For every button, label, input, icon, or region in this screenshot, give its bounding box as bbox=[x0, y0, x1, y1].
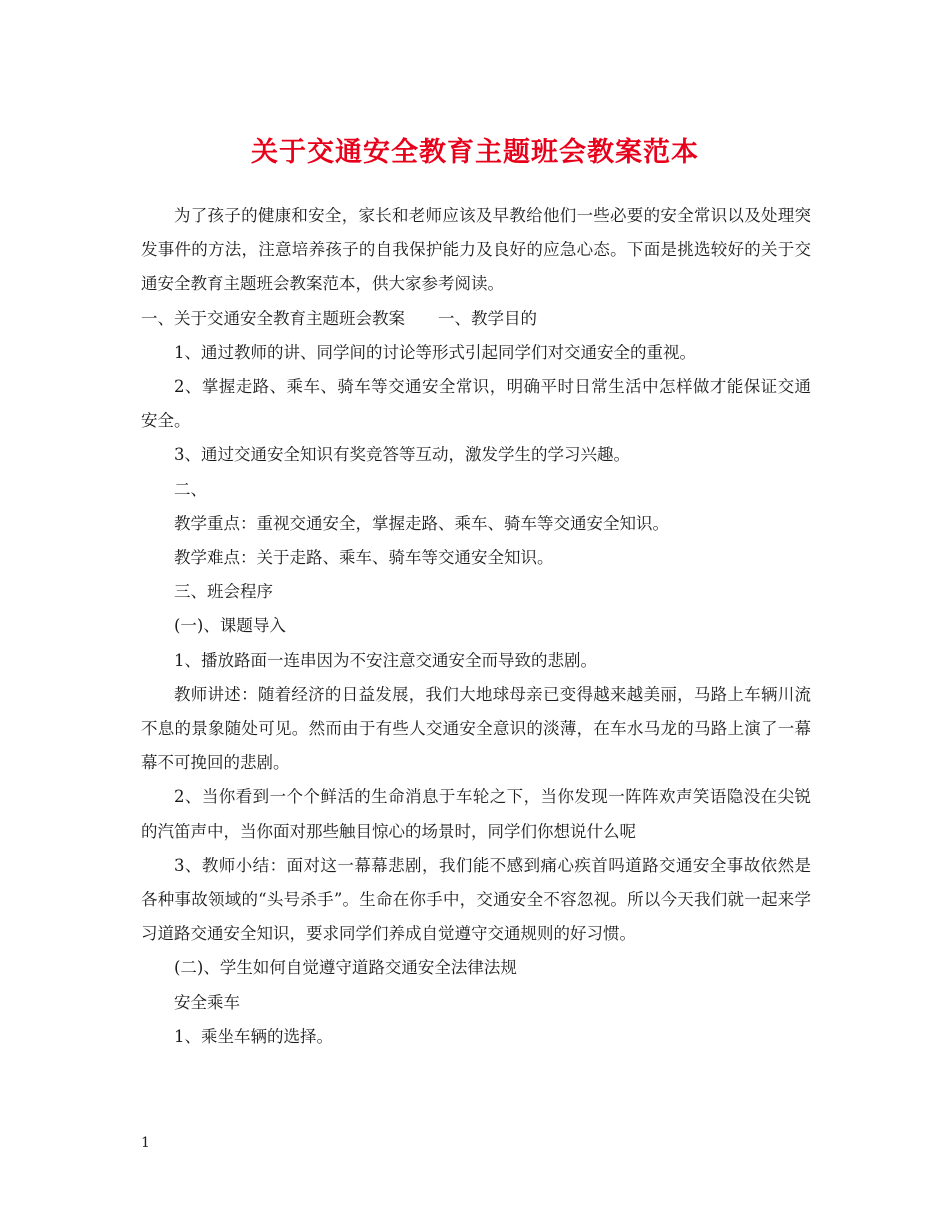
paragraph: 3、通过交通安全知识有奖竞答等互动，激发学生的学习兴趣。 bbox=[174, 445, 630, 465]
paragraph: 二、 bbox=[174, 479, 207, 499]
paragraph: (二)、学生如何自觉遵守道路交通安全法律法规 bbox=[174, 958, 517, 978]
paragraph: 3、教师小结：面对这一幕幕悲剧，我们能不感到痛心疾首吗道路交通安全事故依然是各种事故领域的“头号杀手”。生命在你手中，交通安全不容忽视。所以今天我们就一起来学习道路交通安全知识，要求同学们养成自觉遵守交通规则的好习惯。 bbox=[141, 855, 811, 944]
page-title: 关于交通安全教育主题班会教案范本 bbox=[251, 137, 699, 168]
paragraph: 1、乘坐车辆的选择。 bbox=[174, 1026, 333, 1046]
paragraph: 教师讲述：随着经济的日益发展，我们大地球母亲已变得越来越美丽，马路上车辆川流不息的景象随处可见。然而由于有些人交通安全意识的淡薄，在车水马龙的马路上演了一幕幕不可挽回的悲剧。 bbox=[141, 684, 811, 773]
page-number: 1 bbox=[141, 1135, 150, 1151]
paragraph: 教学难点：关于走路、乘车、骑车等交通安全知识。 bbox=[174, 548, 554, 568]
paragraph: 2、掌握走路、乘车、骑车等交通安全常识，明确平时日常生活中怎样做才能保证交通安全。 bbox=[141, 377, 811, 431]
paragraph-intro: 为了孩子的健康和安全，家长和老师应该及早教给他们一些必要的安全常识以及处理突发事件的方法，注意培养孩子的自我保护能力及良好的应急心态。下面是挑选较好的关于交通安全教育主题班会教案范本，供大家参考阅读。 bbox=[141, 206, 811, 294]
paragraph: 教学重点：重视交通安全，掌握走路、乘车、骑车等交通安全知识。 bbox=[174, 513, 669, 533]
paragraph: 2、当你看到一个个鲜活的生命消息于车轮之下，当你发现一阵阵欢声笑语隐没在尖锐的汽笛声中，当你面对那些触目惊心的场景时，同学们你想说什么呢 bbox=[141, 787, 811, 841]
document-body bbox=[141, 199, 811, 1054]
paragraph: 1、通过教师的讲、同学间的讨论等形式引起同学们对交通安全的重视。 bbox=[174, 342, 696, 362]
paragraph: (一)、课题导入 bbox=[174, 616, 286, 636]
paragraph-section-1: 一、关于交通安全教育主题班会教案 一、教学目的 bbox=[141, 308, 537, 328]
paragraph: 安全乘车 bbox=[174, 992, 240, 1012]
paragraph: 三、班会程序 bbox=[174, 582, 273, 602]
paragraph: 1、播放路面一连串因为不安注意交通安全而导致的悲剧。 bbox=[174, 650, 597, 670]
